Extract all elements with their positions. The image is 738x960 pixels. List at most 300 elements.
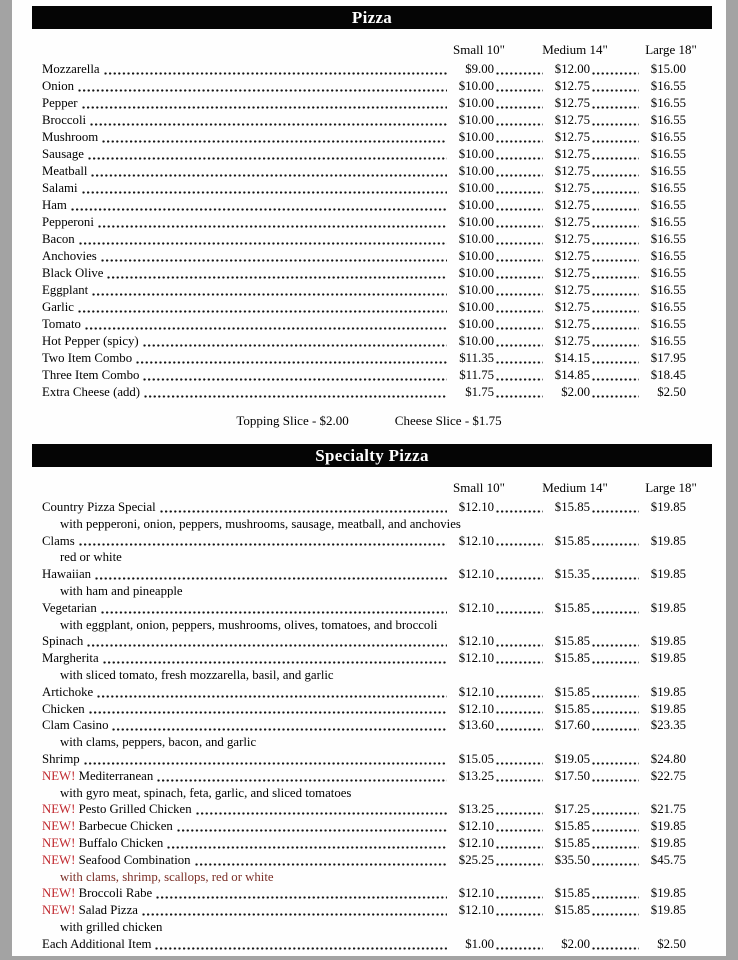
dot-leader	[494, 316, 544, 333]
dot-leader	[69, 197, 448, 214]
price-large: $19.85	[650, 684, 686, 699]
price-medium: $12.75	[554, 249, 590, 263]
dot-leader	[83, 316, 448, 333]
specialty-section-header	[32, 444, 712, 467]
dot-leader	[590, 684, 640, 701]
price-large: $16.55	[650, 215, 686, 229]
price-medium: $12.75	[554, 215, 590, 229]
price-large: $18.45	[650, 368, 686, 382]
item-name: Chicken	[42, 701, 85, 716]
dot-leader	[110, 717, 448, 734]
price-medium: $2.00	[561, 936, 590, 951]
item-name: Spinach	[42, 634, 84, 649]
dot-leader	[494, 95, 544, 112]
menu-item-row	[42, 146, 686, 163]
price-medium: $12.75	[554, 317, 590, 331]
price-small: $1.00	[465, 936, 494, 951]
dot-leader	[590, 835, 640, 852]
price-large: $17.95	[650, 351, 686, 365]
menu-item-row	[42, 248, 686, 265]
price-small: $10.00	[458, 147, 494, 161]
dot-leader	[494, 129, 544, 146]
price-medium: $15.85	[554, 533, 590, 548]
item-name: Vegetarian	[42, 600, 97, 615]
item-name: Meatball	[42, 164, 88, 178]
price-small: $10.00	[458, 164, 494, 178]
price-large: $16.55	[650, 300, 686, 314]
menu-item-row	[42, 751, 686, 768]
price-small: $13.60	[458, 718, 494, 733]
price-medium: $15.85	[554, 903, 590, 918]
dot-leader	[87, 701, 448, 718]
dot-leader	[590, 112, 640, 129]
dot-leader	[85, 633, 448, 650]
dot-leader	[154, 885, 448, 902]
item-name: Black Olive	[42, 266, 104, 280]
dot-leader	[590, 146, 640, 163]
price-medium: $15.85	[554, 500, 590, 514]
slice-price-note	[12, 413, 726, 430]
item-name: Bacon	[42, 232, 75, 246]
specialty-column-headers	[42, 480, 697, 496]
price-large: $16.55	[650, 283, 686, 297]
item-description: with eggplant, onion, peppers, mushrooms, olives, tomatoes, and broccoli	[60, 617, 438, 632]
price-medium: $15.85	[554, 701, 590, 716]
dot-leader	[494, 885, 544, 902]
dot-leader	[494, 231, 544, 248]
price-medium: $12.75	[554, 232, 590, 246]
dot-leader	[494, 248, 544, 265]
price-large: $2.50	[657, 936, 686, 951]
menu-item-row	[42, 78, 686, 95]
specialty-item-list	[42, 499, 686, 953]
price-large: $19.85	[650, 886, 686, 901]
dot-leader	[590, 333, 640, 350]
price-medium: $15.85	[554, 651, 590, 666]
item-name: Onion	[42, 79, 74, 93]
dot-leader	[590, 350, 640, 367]
menu-item-row	[42, 180, 686, 197]
item-name: Extra Cheese (add)	[42, 385, 141, 399]
menu-item-row	[42, 367, 686, 384]
price-small: $12.10	[458, 500, 494, 514]
price-medium: $15.85	[554, 819, 590, 834]
dot-leader	[494, 299, 544, 316]
dot-leader	[590, 885, 640, 902]
dot-leader	[82, 751, 448, 768]
column-header-large: Large 18"	[645, 480, 697, 495]
price-large: $19.85	[650, 533, 686, 548]
item-name: Each Additional Item	[42, 936, 152, 951]
dot-leader	[494, 818, 544, 835]
price-small: $25.25	[458, 852, 494, 867]
dot-leader	[590, 384, 640, 401]
dot-leader	[158, 499, 448, 516]
menu-item-row	[42, 350, 686, 367]
menu-item-row	[42, 299, 686, 316]
dot-leader	[494, 684, 544, 701]
price-large: $16.55	[650, 266, 686, 280]
price-small: $10.00	[458, 300, 494, 314]
price-large: $16.55	[650, 130, 686, 144]
dot-leader	[494, 701, 544, 718]
column-header-small: Small 10"	[453, 480, 505, 495]
price-large: $16.55	[650, 79, 686, 93]
price-small: $12.10	[458, 886, 494, 901]
item-description: with ham and pineapple	[60, 583, 183, 598]
dot-leader	[590, 163, 640, 180]
menu-item-row	[42, 129, 686, 146]
menu-item-row	[42, 600, 686, 617]
price-large: $16.55	[650, 198, 686, 212]
column-header-medium: Medium 14"	[542, 480, 608, 495]
price-small: $12.10	[458, 600, 494, 615]
dot-leader	[590, 282, 640, 299]
dot-leader	[76, 78, 448, 95]
price-large: $16.55	[650, 96, 686, 110]
price-small: $10.00	[458, 181, 494, 195]
dot-leader	[494, 350, 544, 367]
price-small: $12.10	[458, 835, 494, 850]
price-large: $19.85	[650, 600, 686, 615]
price-small: $12.10	[458, 651, 494, 666]
menu-item-row	[42, 885, 686, 902]
item-name: Eggplant	[42, 283, 89, 297]
price-small: $10.00	[458, 317, 494, 331]
new-badge: NEW!	[42, 835, 79, 850]
dot-leader	[494, 566, 544, 583]
price-large: $16.55	[650, 113, 686, 127]
dot-leader	[494, 650, 544, 667]
dot-leader	[590, 197, 640, 214]
price-small: $12.10	[458, 701, 494, 716]
dot-leader	[494, 367, 544, 384]
price-large: $16.55	[650, 249, 686, 263]
dot-leader	[494, 852, 544, 869]
dot-leader	[590, 214, 640, 231]
item-name: Mushroom	[42, 130, 99, 144]
item-name: Salami	[42, 181, 78, 195]
item-name: Garlic	[42, 300, 74, 314]
item-name: Clams	[42, 533, 75, 548]
price-large: $45.75	[650, 852, 686, 867]
price-large: $15.00	[650, 62, 686, 76]
price-large: $16.55	[650, 334, 686, 348]
price-medium: $14.85	[554, 368, 590, 382]
item-name: Shrimp	[42, 751, 80, 766]
dot-leader	[93, 566, 448, 583]
dot-leader	[494, 902, 544, 919]
price-large: $19.85	[650, 819, 686, 834]
column-header-small: Small 10"	[453, 42, 505, 57]
pizza-section	[12, 6, 726, 430]
dot-leader	[134, 350, 448, 367]
dot-leader	[194, 801, 448, 818]
item-name: Sausage	[42, 147, 84, 161]
item-name: Tomato	[42, 317, 81, 331]
price-large: $19.85	[650, 903, 686, 918]
new-badge: NEW!	[42, 802, 79, 817]
price-medium: $15.35	[554, 567, 590, 582]
dot-leader	[590, 316, 640, 333]
item-name: Pepperoni	[42, 215, 94, 229]
price-small: $12.10	[458, 903, 494, 918]
dot-leader	[165, 835, 448, 852]
price-small: $11.35	[459, 351, 494, 365]
price-small: $1.75	[465, 385, 494, 399]
dot-leader	[494, 533, 544, 550]
price-medium: $12.00	[554, 62, 590, 76]
menu-item-row	[42, 214, 686, 231]
price-large: $23.35	[650, 718, 686, 733]
menu-item-row	[42, 701, 686, 718]
pizza-item-list	[42, 61, 686, 401]
menu-item-row	[42, 684, 686, 701]
price-large: $16.55	[650, 232, 686, 246]
item-name: Two Item Combo	[42, 351, 133, 365]
price-medium: $15.85	[554, 634, 590, 649]
price-small: $10.00	[458, 130, 494, 144]
item-name: Mozzarella	[42, 62, 100, 76]
price-small: $10.00	[458, 96, 494, 110]
price-small: $12.10	[458, 819, 494, 834]
dot-leader	[105, 265, 448, 282]
dot-leader	[155, 768, 448, 785]
dot-leader	[590, 248, 640, 265]
item-description: with sliced tomato, fresh mozzarella, basil, and garlic	[60, 667, 334, 682]
item-name: Pepper	[42, 96, 78, 110]
item-name: Seafood Combination	[78, 852, 191, 867]
dot-leader	[494, 717, 544, 734]
dot-leader	[494, 112, 544, 129]
dot-leader	[590, 600, 640, 617]
dot-leader	[153, 936, 448, 953]
menu-item-row	[42, 333, 686, 350]
new-badge: NEW!	[42, 886, 79, 901]
dot-leader	[590, 566, 640, 583]
dot-leader	[77, 231, 448, 248]
dot-leader	[590, 367, 640, 384]
price-small: $10.00	[458, 232, 494, 246]
new-badge: NEW!	[42, 819, 79, 834]
item-name: Pesto Grilled Chicken	[78, 802, 192, 817]
dot-leader	[590, 902, 640, 919]
price-medium: $35.50	[554, 852, 590, 867]
price-medium: $12.75	[554, 130, 590, 144]
item-name: Broccoli	[42, 113, 87, 127]
dot-leader	[494, 499, 544, 516]
dot-leader	[590, 95, 640, 112]
item-description: with gyro meat, spinach, feta, garlic, and sliced tomatoes	[60, 785, 352, 800]
dot-leader	[494, 214, 544, 231]
dot-leader	[494, 751, 544, 768]
price-large: $16.55	[650, 317, 686, 331]
item-description: red or white	[60, 550, 122, 565]
item-name: Clam Casino	[42, 718, 109, 733]
price-small: $10.00	[458, 249, 494, 263]
item-description: with clams, shrimp, scallops, red or white	[60, 869, 274, 884]
dot-leader	[99, 248, 448, 265]
dot-leader	[590, 818, 640, 835]
dot-leader	[193, 852, 448, 869]
dot-leader	[494, 801, 544, 818]
item-name: Anchovies	[42, 249, 97, 263]
item-name: Ham	[42, 198, 67, 212]
pizza-section-title: Pizza	[351, 7, 393, 27]
price-large: $22.75	[650, 768, 686, 783]
item-name: Country Pizza Special	[42, 500, 156, 514]
price-small: $12.10	[458, 634, 494, 649]
menu-item-row	[42, 717, 686, 734]
menu-item-row	[42, 231, 686, 248]
price-large: $19.85	[650, 634, 686, 649]
item-name: Salad Pizza	[78, 903, 138, 918]
dot-leader	[102, 61, 448, 78]
menu-item-row	[42, 902, 686, 919]
dot-leader	[590, 265, 640, 282]
dot-leader	[140, 902, 448, 919]
price-large: $16.55	[650, 164, 686, 178]
dot-leader	[80, 180, 448, 197]
dot-leader	[590, 129, 640, 146]
price-small: $13.25	[458, 802, 494, 817]
price-medium: $15.85	[554, 600, 590, 615]
dot-leader	[90, 282, 448, 299]
menu-item-row	[42, 650, 686, 667]
dot-leader	[100, 129, 448, 146]
new-badge: NEW!	[42, 852, 79, 867]
item-name: Mediterranean	[78, 768, 154, 783]
dot-leader	[88, 112, 448, 129]
menu-item-row	[42, 163, 686, 180]
dot-leader	[590, 299, 640, 316]
dot-leader	[590, 78, 640, 95]
dot-leader	[590, 533, 640, 550]
price-small: $12.10	[458, 567, 494, 582]
dot-leader	[494, 146, 544, 163]
column-header-large: Large 18"	[645, 42, 697, 57]
dot-leader	[590, 751, 640, 768]
dot-leader	[95, 684, 448, 701]
item-name: Hot Pepper (spicy)	[42, 334, 139, 348]
menu-item-row	[42, 852, 686, 869]
menu-page	[12, 0, 726, 956]
dot-leader	[590, 61, 640, 78]
item-description: with grilled chicken	[60, 919, 163, 934]
item-description: with clams, peppers, bacon, and garlic	[60, 735, 257, 750]
menu-item-row	[42, 818, 686, 835]
price-medium: $12.75	[554, 198, 590, 212]
cheese-slice-note: Cheese Slice - $1.75	[394, 413, 502, 428]
menu-item-row	[42, 282, 686, 299]
price-medium: $15.85	[554, 835, 590, 850]
item-name: Margherita	[42, 651, 99, 666]
dot-leader	[494, 61, 544, 78]
price-large: $2.50	[657, 385, 686, 399]
dot-leader	[590, 801, 640, 818]
price-large: $24.80	[650, 751, 686, 766]
pizza-section-header	[32, 6, 712, 29]
menu-item-row	[42, 265, 686, 282]
price-medium: $12.75	[554, 79, 590, 93]
price-medium: $12.75	[554, 113, 590, 127]
dot-leader	[590, 852, 640, 869]
price-small: $10.00	[458, 266, 494, 280]
dot-leader	[590, 633, 640, 650]
price-small: $10.00	[458, 215, 494, 229]
dot-leader	[494, 265, 544, 282]
column-header-medium: Medium 14"	[542, 42, 608, 57]
price-small: $15.05	[458, 751, 494, 766]
menu-item-row	[42, 566, 686, 583]
new-badge: NEW!	[42, 903, 79, 918]
menu-item-row	[42, 533, 686, 550]
price-medium: $2.00	[561, 385, 590, 399]
price-medium: $12.75	[554, 300, 590, 314]
price-small: $10.00	[458, 198, 494, 212]
dot-leader	[141, 333, 448, 350]
item-name: Broccoli Rabe	[78, 886, 153, 901]
specialty-pizza-section	[12, 444, 726, 953]
price-medium: $12.75	[554, 266, 590, 280]
dot-leader	[77, 533, 448, 550]
menu-item-row	[42, 768, 686, 785]
price-small: $12.10	[458, 684, 494, 699]
dot-leader	[494, 936, 544, 953]
dot-leader	[142, 384, 448, 401]
price-medium: $19.05	[554, 751, 590, 766]
price-medium: $12.75	[554, 334, 590, 348]
price-small: $12.10	[458, 533, 494, 548]
menu-item-row	[42, 61, 686, 78]
menu-item-row	[42, 633, 686, 650]
price-large: $16.55	[650, 147, 686, 161]
price-small: $9.00	[465, 62, 494, 76]
dot-leader	[494, 78, 544, 95]
price-medium: $15.85	[554, 886, 590, 901]
dot-leader	[494, 600, 544, 617]
dot-leader	[99, 600, 448, 617]
price-medium: $12.75	[554, 164, 590, 178]
dot-leader	[141, 367, 448, 384]
dot-leader	[494, 180, 544, 197]
dot-leader	[96, 214, 448, 231]
dot-leader	[590, 936, 640, 953]
dot-leader	[590, 768, 640, 785]
menu-item-row	[42, 936, 686, 953]
pizza-column-headers	[42, 42, 697, 58]
price-medium: $17.50	[554, 768, 590, 783]
dot-leader	[590, 231, 640, 248]
dot-leader	[494, 384, 544, 401]
price-medium: $12.75	[554, 147, 590, 161]
price-large: $21.75	[650, 802, 686, 817]
item-name: Artichoke	[42, 684, 94, 699]
dot-leader	[494, 633, 544, 650]
dot-leader	[101, 650, 448, 667]
dot-leader	[76, 299, 448, 316]
price-small: $10.00	[458, 113, 494, 127]
price-small: $10.00	[458, 79, 494, 93]
menu-item-row	[42, 835, 686, 852]
dot-leader	[86, 146, 448, 163]
new-badge: NEW!	[42, 768, 79, 783]
price-small: $13.25	[458, 768, 494, 783]
price-medium: $15.85	[554, 684, 590, 699]
item-name: Hawaiian	[42, 567, 92, 582]
dot-leader	[175, 818, 448, 835]
dot-leader	[80, 95, 448, 112]
